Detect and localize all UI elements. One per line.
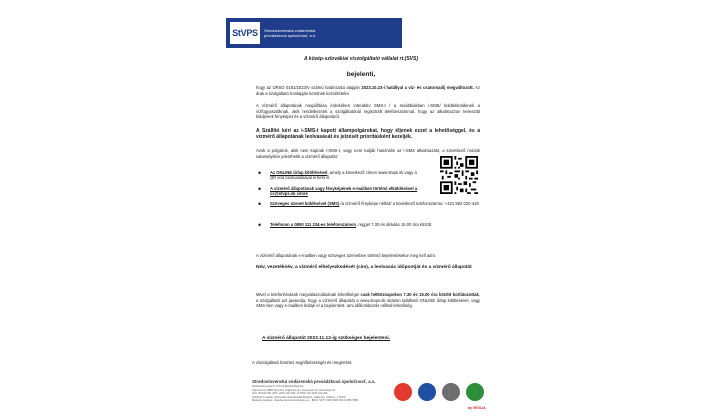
veolia-logo: by VEOLIA (468, 406, 486, 410)
thanks-line: A víszolgáltató köszöni segítőkészségét és megértést. (252, 360, 353, 365)
deadline-notice: A vízmérő állapotát 2023.11.12-ig szükséges bejelenteni. (262, 336, 391, 341)
option-phone: Telefonon a 0850 111 234-es telefonszámon, reggel 7.30 és délután 15.00 óra között. (270, 222, 433, 227)
report-requirements-intro: A vízmérő állapotának e-mailben vagy szöveges üzenetben történő bejelentésekor meg kell adni: (256, 253, 436, 258)
bullet-3: • (258, 199, 262, 209)
isms-paragraph: A vízmérő állapotának megállítása érdekében interaktív SMS-t / a továbbiakban i-SMS/ küldtekküldenek a vízfogyasztóknak, akik rendelkeznek a szolgáltatónál regisztrált telefonszámmal, hogy az alkalmazzon keresztül küldjenek fényképet és a vízmérő állapotáról. (256, 103, 480, 120)
bullet-2: • (258, 184, 262, 194)
request-highlight: A Szállító kéri az i-SMS-t kapott állampolgárokat, hogy éljenek ezzel a lehetőséggel, és a vízmérő állapotának leolvasását és jelzését prioritásként kezeljék. (256, 128, 480, 141)
footer-company: Stredoslovenská vodárenská prevádzková spoločnosť, a.s. (252, 379, 376, 384)
qr-code-icon[interactable] (440, 156, 478, 194)
report-required-fields: Név, vezetéknév, a vízmérő elhelyezkedését (cím), a leolvasás időpontját és a vízmérő állapotát (256, 265, 472, 270)
option-sms: Szöveges üzenet küldésével (SMS) /a vízmérő fényképe nélkül/ a következő telefonszámra: +421 902 020 419 (270, 201, 479, 206)
bullet-1: • (258, 168, 262, 178)
alternatives-intro: Azok a polgárok, akik nem kapnak i-SMS-t, vagy nem tudják használni az i-SMS alkalmazást, a következő módok valamelyikén jelenthetik a vízmérő állapotát: (256, 148, 480, 159)
option-email[interactable]: A vízmérő állapotának vagy fényképének e-mailben történő elküldésével a cc@stvps.sk címre (270, 186, 418, 197)
tariff-paragraph: hogy az ÚRSO 0181/2023/V számú határozata alapján 2023.10.23-i hatállyal a víz- és csatornadíj megváltozott. Az árak a szolgáltató honlapján kerülnek közzétételre. (256, 85, 480, 96)
announcement-heading: bejelenti, (346, 71, 376, 78)
recycling-badge-icon (466, 383, 484, 401)
certification-badge-icon (418, 383, 436, 401)
option-online-form[interactable]: Az ONLINE űrlap kitöltésével, amely a következő címen www.stvps.sk vagy a QR kód beolvasásával érhető el (270, 170, 417, 181)
certification-badge-icon (442, 383, 460, 401)
logo-mark: StVPS (230, 22, 260, 44)
company-logo (226, 18, 402, 48)
certification-badge-icon (394, 383, 412, 401)
bullet-4: • (258, 220, 262, 230)
footer-contact: Partizánska cesta 5, 974 01 Banská Bystrica Call centrum 0850 111 234 | cc@stvps.sk | www.stvps.sk | www.stvps.sk IČO: 36 644 030 | DIČ: 2022 102 236 | IČ DPH: SK 2022 102 236 Obchodný register Okresného súdu Banská Bystrica, oddiel Sa, vložka č. 1 027/S Bankové spojenie: Všeobecná úverová banka, a.s., IBAN: SK77 0200 0000 0012 3456 7890 (252, 385, 358, 403)
phone-hours-paragraph: Mivel a telefonhívások megválaszolásának lehetőségei csak hétköznapokon 7.30 és 15.00 óra között korlátozottak, a szolgáltató azt javasolja, hogy a vízmérő állapotát a www.stvps.sk oldalon található ONLINE űrlap kitöltésével, vagy SMS-ben vagy e-mailben küldje el a bejelentést, ami időkorlátozás nélküli lehetőség. (256, 292, 480, 309)
logo-text: Stredoslovenská vodárenská prevádzková spoločnosť, a.s. (264, 28, 316, 38)
company-heading: A közép-szlovákiai víszolgáltató vállalat rt.(SVS) (303, 56, 419, 62)
